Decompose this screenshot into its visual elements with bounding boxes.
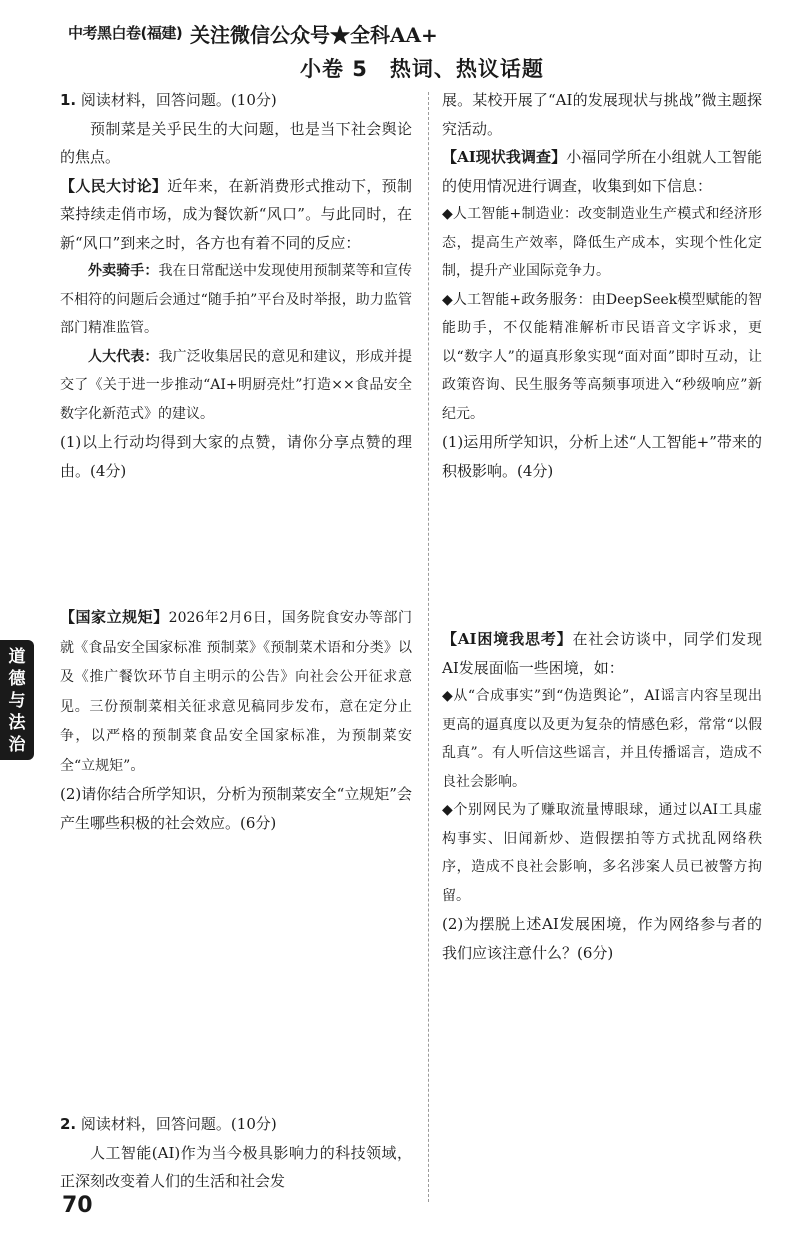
q1-sub-question-1: (1)以上行动均得到大家的点赞，请你分享点赞的理由。(4分) [60,433,412,480]
column-divider [428,92,429,1202]
q1-material-1-text: 近年来，在新消费形式推动下，预制菜持续走俏市场，成为餐饮新“风口”。与此同时，在新“风口”到来之时，各方也有着不同的反应： [60,176,412,252]
q1-deputy-text: 我广泛收集居民的意见和建议，形成并提交了《关于进一步推动“AI+明厨亮灶”打造××食品安全数字化新范式》的建议。 [60,348,413,422]
q2-item-manufacturing: ◆人工智能+制造业：改变制造业生产模式和经济形态，提高生产效率，降低生产成本，实现个性化定制，提升产业国际竞争力。 [442,206,762,279]
q1-material-1 [60,172,412,258]
q1-number: 1. [60,91,77,109]
q1-rider-text: 我在日常配送中发现使用预制菜等和宣传不相符的问题后会通过“随手拍”平台及时举报，助力监管部门精准监管。 [60,263,413,336]
side-tab-char: 德 [8,669,26,689]
right-column [442,86,762,967]
side-tab-char: 法 [8,713,26,733]
q2-stem [60,1110,412,1139]
q2-start [60,1110,412,1196]
q1-rider-label: 外卖骑手： [88,263,159,279]
q2-intro: 人工智能(AI)作为当今极具影响力的科技领域，正深刻改变着人们的生活和社会发 [60,1143,412,1190]
q2-sub-question-1: (1)运用所学知识，分析上述“人工智能+”带来的积极影响。(4分) [442,433,762,480]
q1-material-2-label: 【国家立规矩】 [60,608,169,626]
side-tab-char: 与 [8,691,26,711]
q2-material-2 [442,625,762,682]
q2-item-rumor: ◆从“合成事实”到“伪造舆论”，AI谣言内容呈现出更高的逼真度以及更为复杂的情感色彩，常常“以假乱真”。有人听信这些谣言，并且传播谣言，造成不良社会影响。 [442,688,762,790]
q1-intro: 预制菜是关乎民生的大问题，也是当下社会舆论的焦点。 [60,119,412,166]
q2-item-netizen: ◆个别网民为了赚取流量博眼球，通过以AI工具虚构事实、旧闻新炒、造假摆拍等方式扰乱网络秩序，造成不良社会影响，多名涉案人员已被警方拘留。 [442,802,762,904]
page-number: 70 [62,1193,93,1218]
q2-stem-text: 阅读材料，回答问题。(10分) [80,1115,277,1133]
q1-stem [60,86,412,115]
q1-sub-question-2: (2)请你结合所学知识，分析为预制菜安全“立规矩”会产生哪些积极的社会效应。(6分) [60,785,412,832]
q1-material-2-text: 2026年2月6日，国务院食安办等部门就《食品安全国家标准 预制菜》《预制菜术语和分类》以及《推广餐饮环节自主明示的公告》向社会公开征求意见。三份预制菜相关征求意见稿同步发布，意在定分止争，以严格的预制菜食品安全国家标准，为预制菜安全“立规矩”。 [60,610,412,774]
q1-material-2 [60,603,412,780]
q2-material-1 [442,143,762,200]
side-tab-char: 道 [8,647,26,667]
side-tab-char: 治 [8,735,26,755]
q2-material-2-text: 在社会访谈中，同学们发现AI发展面临一些困境，如： [442,630,762,677]
q2-intro-continued: 展。某校开展了“AI的发展现状与挑战”微主题探究活动。 [442,91,762,138]
header-follow-text: 关注微信公众号★全科AA+ [190,23,438,47]
q2-material-1-label: 【AI现状我调查】 [442,148,567,166]
subject-side-tab [0,640,34,760]
q1-deputy-label: 人大代表： [88,348,159,365]
q1-material-1-label: 【人民大讨论】 [60,176,168,195]
q2-material-2-label: 【AI困境我思考】 [442,630,573,648]
q2-sub-question-2: (2)为摆脱上述AI发展困境，作为网络参与者的我们应该注意什么？(6分) [442,915,762,962]
page-title: 小卷 5 热词、热议话题 [300,57,544,81]
q2-number: 2. [60,1115,77,1133]
header-brand: 中考黑白卷(福建) [68,24,183,42]
q1-rider-opinion [60,257,412,343]
q1-stem-text: 阅读材料，回答问题。(10分) [80,91,277,109]
q1-deputy-opinion [60,343,412,429]
q2-material-1-text: 小福同学所在小组就人工智能的使用情况进行调查，收集到如下信息： [442,148,762,195]
left-column [60,86,412,837]
q2-item-government: ◆人工智能+政务服务：由DeepSeek模型赋能的智能助手，不仅能精准解析市民语音文字诉求，更以“数字人”的逼真形象实现“面对面”即时互动，让政策咨询、民生服务等高频事项进入“秒级响应”新纪元。 [442,291,762,422]
